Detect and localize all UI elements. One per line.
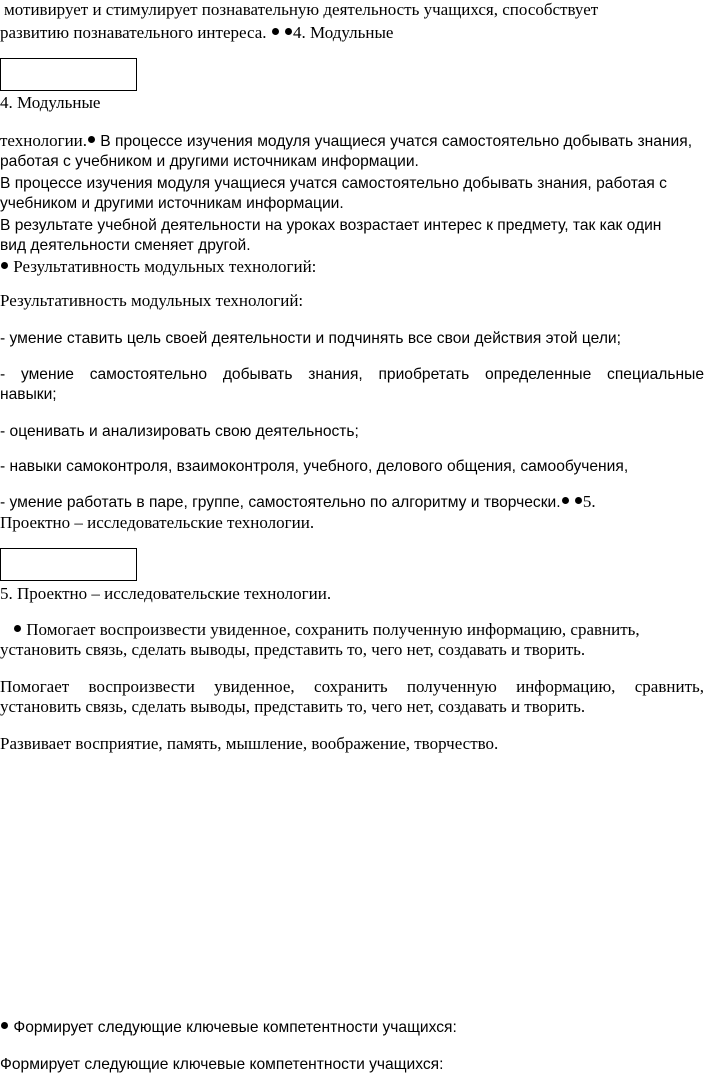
bullet-icon [285,28,292,35]
text-line: - навыки самоконтроля, взаимоконтроля, учебного, делового общения, самообучения, [0,458,629,475]
text-line [13,620,704,640]
text-fragment: Помогает воспроизвести увиденное, сохранить полученную информацию, сравнить, [26,620,640,639]
text-fragment: развитию познавательного интереса. [0,23,267,42]
text-line: Результативность модульных технологий: [0,291,304,310]
bullet-icon [1,262,8,269]
text-line: В процессе изучения модуля учащиеся учатся самостоятельно добывать знания, работая с [0,175,667,192]
text-line: работая с учебником и другими источникам информации. [0,153,419,170]
empty-image-placeholder [0,58,137,91]
bullet-icon [272,28,279,35]
text-line: - оценивать и анализировать свою деятельность; [0,423,359,440]
text-fragment: Формирует следующие ключевые компетентности учащихся: [13,1019,457,1036]
bullet-icon [575,497,582,504]
text-line: Развивает восприятие, память, мышление, воображение, творчество. [0,734,499,753]
text-fragment: - умение работать в паре, группе, самостоятельно по алгоритму и творчески. [0,494,561,511]
text-line [0,23,704,43]
text-line [0,257,704,277]
text-fragment: В процессе изучения модуля учащиеся учатся самостоятельно добывать знания, [100,133,693,150]
text-line: установить связь, сделать выводы, представить то, чего нет, создавать и творить. [0,640,586,659]
text-line: В результате учебной деятельности на уроках возрастает интерес к предмету, так как один [0,217,662,234]
section-heading: 4. Модульные [0,93,101,112]
text-fragment: технологии. [0,131,88,150]
empty-image-placeholder [0,548,137,581]
text-line: - умение самостоятельно добывать знания, приобретать определенные специальные [0,366,704,383]
text-line [0,492,704,513]
text-line [0,1018,704,1038]
text-line: мотивирует и стимулирует познавательную деятельность учащихся, способствует [4,0,599,19]
text-line: учебником и другими источникам информации. [0,195,344,212]
bullet-icon [562,497,569,504]
bullet-icon [88,136,95,143]
text-line: навыки; [0,386,57,403]
text-line: - умение ставить цель своей деятельности и подчинять все свои действия этой цели; [0,330,621,347]
text-line [0,131,704,152]
text-line: Проектно – исследовательские технологии. [0,513,315,532]
section-heading: 5. Проектно – исследовательские технологии. [0,584,332,603]
text-fragment: 4. Модульные [293,23,394,42]
text-line: Формирует следующие ключевые компетентности учащихся: [0,1056,444,1073]
text-line: установить связь, сделать выводы, представить то, чего нет, создавать и творить. [0,697,586,716]
text-fragment: 5. [582,492,596,511]
bullet-icon [1,1022,8,1029]
text-line: вид деятельности сменяет другой. [0,237,251,254]
bullet-icon [14,625,21,632]
text-line: Помогает воспроизвести увиденное, сохранить полученную информацию, сравнить, [0,677,704,696]
text-fragment: Результативность модульных технологий: [13,257,317,276]
